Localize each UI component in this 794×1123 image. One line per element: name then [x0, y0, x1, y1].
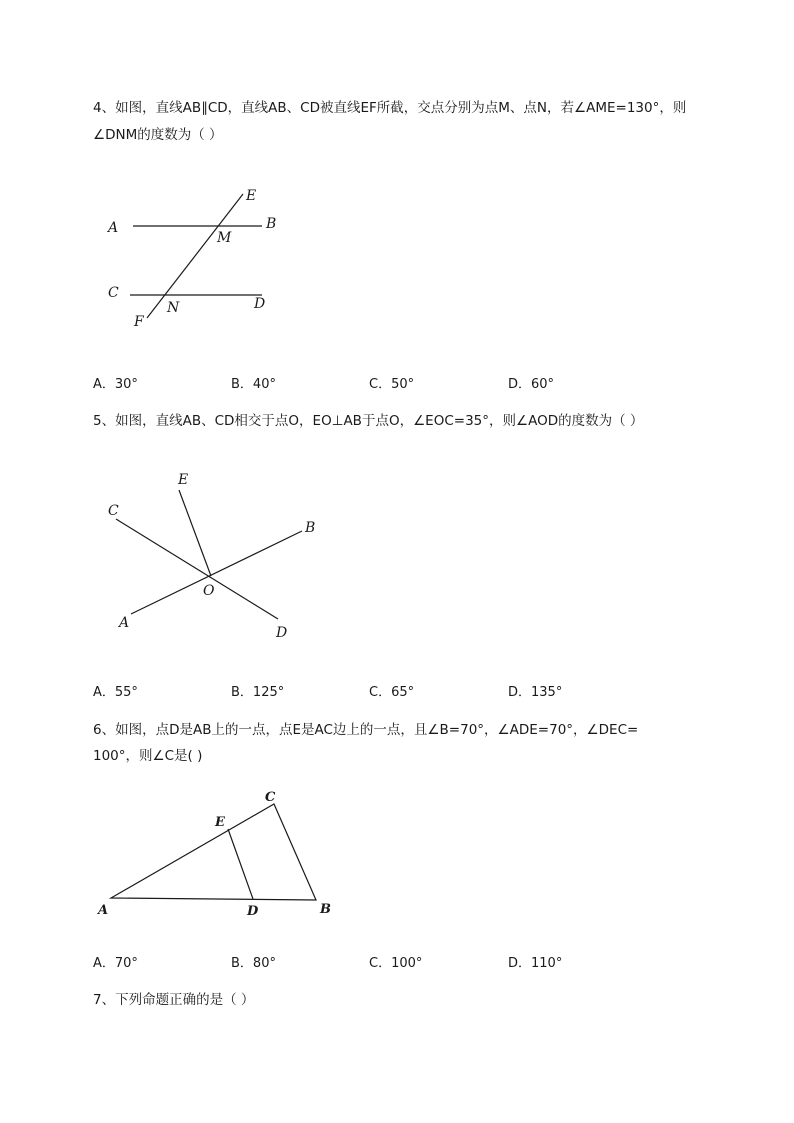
- q5-option-a[interactable]: A．55°: [93, 685, 138, 700]
- q4-option-d[interactable]: D．60°: [508, 377, 555, 392]
- label-c: C: [265, 790, 276, 805]
- q5-option-c[interactable]: C．65°: [369, 685, 415, 700]
- question-5-text: 5、如图，直线AB、CD相交于点O，EO⊥AB于点O，∠EOC=35°，则∠AOD的度数为（ ）: [93, 413, 644, 429]
- label-d: D: [276, 625, 288, 641]
- label-a: A: [98, 903, 109, 918]
- q5-option-d[interactable]: D．135°: [508, 685, 563, 700]
- label-f: F: [134, 314, 144, 330]
- q4-option-c[interactable]: C．50°: [369, 377, 415, 392]
- q6-option-c[interactable]: C．100°: [369, 956, 423, 971]
- label-c: C: [108, 503, 119, 519]
- label-a: A: [108, 220, 119, 236]
- label-b: B: [305, 520, 316, 536]
- q6-option-b[interactable]: B．80°: [231, 956, 276, 971]
- segment-de: [228, 829, 253, 899]
- question-6-text: 6、如图，点D是AB上的一点，点E是AC边上的一点，且∠B=70°，∠ADE=70°，∠DEC=: [93, 722, 639, 738]
- question-7-text: 7、下列命题正确的是（ ）: [93, 992, 255, 1008]
- label-b: B: [320, 902, 331, 917]
- label-e: E: [178, 472, 189, 488]
- q5-option-b[interactable]: B．125°: [231, 685, 285, 700]
- triangle-abc: [111, 804, 316, 900]
- question-4-text-cont: ∠DNM的度数为（ ）: [93, 127, 223, 143]
- label-o: O: [203, 583, 215, 599]
- question-4-text: 4、如图，直线AB∥CD，直线AB、CD被直线EF所截，交点分别为点M、点N，若∠AME=130°，则: [93, 100, 687, 116]
- q4-option-a[interactable]: A．30°: [93, 377, 138, 392]
- label-b: B: [266, 216, 277, 232]
- label-d: D: [254, 296, 266, 312]
- question-6-text-cont: 100°，则∠C是( ): [93, 748, 203, 764]
- label-e: E: [246, 188, 257, 204]
- q4-option-b[interactable]: B．40°: [231, 377, 276, 392]
- q6-option-a[interactable]: A．70°: [93, 956, 138, 971]
- label-a: A: [119, 615, 130, 631]
- label-m: M: [217, 230, 232, 246]
- q6-option-d[interactable]: D．110°: [508, 956, 563, 971]
- label-e: E: [215, 815, 225, 830]
- label-n: N: [167, 300, 180, 316]
- label-c: C: [108, 285, 119, 301]
- label-d: D: [247, 904, 259, 919]
